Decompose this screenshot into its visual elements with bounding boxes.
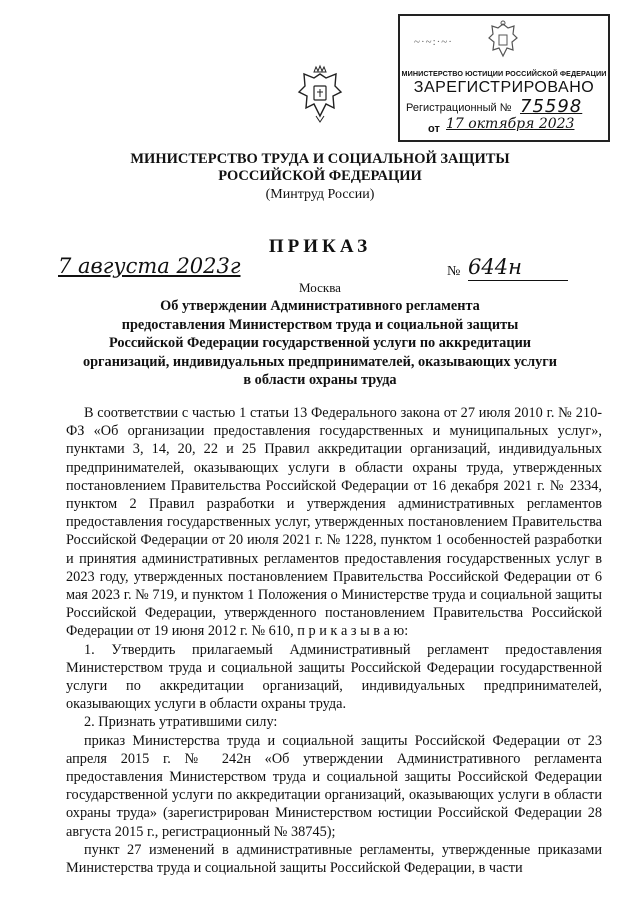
order-number: 644н xyxy=(468,254,568,281)
ministry-line-1: МИНИСТЕРСТВО ТРУДА И СОЦИАЛЬНОЙ ЗАЩИТЫ xyxy=(130,151,510,167)
subject-line: Об утверждении Административного регламента xyxy=(160,298,480,314)
item-1-paragraph: 1. Утвердить прилагаемый Административный регламент предоставления Министерством труда и социальной защиты Российской Федерации государственной услуги по аккредитации организаций, индивидуальных предпринимателей, оказывающих услуги в области охраны труда. xyxy=(66,641,602,713)
order-body xyxy=(66,404,602,877)
item-2b-paragraph: пункт 27 изменений в административные регламенты, утвержденные приказами Министерства труда и социальной защиты Российской Федерации, в части xyxy=(66,841,602,877)
ministry-short-name: (Минтруд России) xyxy=(265,187,375,202)
stamp-reg-date: 17 октября 2023 xyxy=(446,116,575,132)
stamp-ministry-name: МИНИСТЕРСТВО ЮСТИЦИИ РОССИЙСКОЙ ФЕДЕРАЦИИ xyxy=(401,69,607,78)
order-title: ПРИКАЗ xyxy=(268,236,372,257)
preamble-paragraph: В соответствии с частью 1 статьи 13 Федерального закона от 27 июля 2010 г. № 210-ФЗ «Об организации предоставления государственных и муниципальных услуг», пунктами 3, 14, 20, 22 и 25 Правил аккредитации организаций, индивидуальных предпринимателей, оказывающих услуги в области охраны труда, утвержденных постановлением Правительства Российской Федерации от 16 декабря 2021 г. № 2334, пунктом 2 Правил разработки и утверждения административных регламентов предоставления государственных услуг, утвержденных постановлением Правительства Российской Федерации от 20 июля 2021 г. № 1228, пунктом 1 особенностей разработки и принятия административных регламентов предоставления государственных услуг в 2023 году, утвержденных постановлением Правительства Российской Федерации от 6 мая 2023 г. № 719, и пунктом 1 Положения о Министерстве труда и социальной защиты Российской Федерации, утвержденного постановлением Правительства Российской Федерации от 19 июня 2012 г. № 610, п р и к а з ы в а ю: xyxy=(66,405,602,640)
stamp-reg-number: 75598 xyxy=(520,96,583,117)
item-2a-paragraph: приказ Министерства труда и социальной защиты Российской Федерации от 23 апреля 2015 г. № 242н «Об утверждении Административного регламента предоставления Министерством труда и социальной защиты Российской Федерации государственной услуги по аккредитации организаций, оказывающих услуги в области охраны труда» (зарегистрирован Министерством юстиции Российской Федерации 28 августа 2015 г., регистрационный № 38745); xyxy=(66,732,602,840)
coat-of-arms-icon xyxy=(486,20,520,64)
order-subject xyxy=(80,297,560,390)
stamp-date-label: от xyxy=(428,123,440,135)
coat-of-arms-icon xyxy=(296,64,344,126)
stamp-registered-label: ЗАРЕГИСТРИРОВАНО xyxy=(413,79,595,96)
stamp-blurred-text: ~·~:·~· xyxy=(414,36,453,48)
order-date: 7 августа 2023г xyxy=(58,254,241,278)
subject-line: организаций, индивидуальных предпринимателей, оказывающих услуги xyxy=(82,353,558,370)
subject-line: в области охраны труда xyxy=(243,372,397,388)
subject-line: Российской Федерации государственной услуги по аккредитации xyxy=(108,335,532,351)
ministry-line-2: РОССИЙСКОЙ ФЕДЕРАЦИИ xyxy=(218,168,422,184)
ministry-name xyxy=(120,151,520,185)
city: Москва xyxy=(299,280,341,295)
order-number-sign: № xyxy=(447,264,461,279)
stamp-reg-number-label: Регистрационный № xyxy=(406,102,512,114)
item-2-paragraph: 2. Признать утратившими силу: xyxy=(84,714,278,731)
subject-line: предоставления Министерством труда и социальной защиты xyxy=(121,316,519,333)
registration-stamp xyxy=(398,14,610,142)
